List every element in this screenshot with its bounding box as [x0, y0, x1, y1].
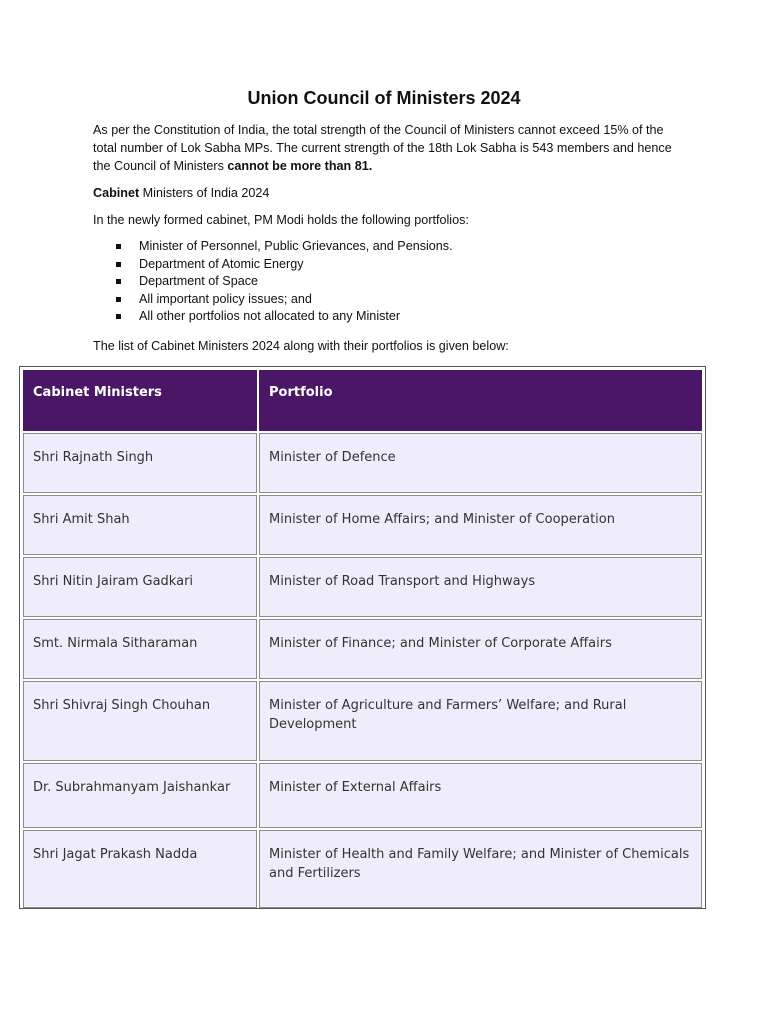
table-row [23, 433, 702, 493]
portfolio-cell: Minister of Road Transport and Highways [259, 557, 702, 617]
list-item: All other portfolios not allocated to any Minister [116, 308, 453, 326]
table-row [23, 681, 702, 761]
portfolio-cell: Minister of Finance; and Minister of Corporate Affairs [259, 619, 702, 679]
square-bullet-icon [116, 279, 121, 284]
list-item: All important policy issues; and [116, 291, 453, 309]
cabinet-heading-rest: Ministers of India 2024 [139, 186, 270, 200]
table-row [23, 495, 702, 555]
modi-portfolio-intro: In the newly formed cabinet, PM Modi holds the following portfolios: [93, 213, 469, 227]
portfolio-cell: Minister of External Affairs [259, 763, 702, 828]
minister-cell: Shri Jagat Prakash Nadda [23, 830, 257, 908]
minister-cell: Dr. Subrahmanyam Jaishankar [23, 763, 257, 828]
intro-paragraph [93, 121, 683, 175]
square-bullet-icon [116, 244, 121, 249]
table-intro: The list of Cabinet Ministers 2024 along with their portfolios is given below: [93, 339, 509, 353]
header-cabinet-ministers: Cabinet Ministers [23, 370, 257, 431]
minister-cell: Shri Nitin Jairam Gadkari [23, 557, 257, 617]
table-row [23, 830, 702, 908]
list-item: Department of Space [116, 273, 453, 291]
minister-cell: Shri Shivraj Singh Chouhan [23, 681, 257, 761]
list-item: Minister of Personnel, Public Grievances, and Pensions. [116, 238, 453, 256]
portfolio-cell: Minister of Defence [259, 433, 702, 493]
header-portfolio: Portfolio [259, 370, 702, 431]
table-header-row [23, 370, 702, 431]
table-row [23, 763, 702, 828]
intro-bold-text: cannot be more than 81. [227, 159, 373, 173]
minister-cell: Shri Rajnath Singh [23, 433, 257, 493]
portfolio-cell: Minister of Agriculture and Farmers’ Welfare; and Rural Development [259, 681, 702, 761]
ministers-table-frame [19, 366, 706, 909]
list-item: Department of Atomic Energy [116, 256, 453, 274]
minister-cell: Smt. Nirmala Sitharaman [23, 619, 257, 679]
square-bullet-icon [116, 262, 121, 267]
cabinet-heading-bold: Cabinet [93, 186, 140, 200]
cabinet-heading [93, 184, 269, 202]
square-bullet-icon [116, 297, 121, 302]
modi-portfolio-list [116, 238, 453, 326]
intro-text: As per the Constitution of India, the total strength of the Council of Ministers cannot exceed 15% of the total number of Lok Sabha MPs. The current strength of the 18th Lok Sabha is 543 members and hence the Council of Ministers [93, 123, 672, 173]
table-row [23, 619, 702, 679]
portfolio-cell: Minister of Home Affairs; and Minister of Cooperation [259, 495, 702, 555]
square-bullet-icon [116, 314, 121, 319]
minister-cell: Shri Amit Shah [23, 495, 257, 555]
ministers-table [21, 368, 704, 910]
page-title: Union Council of Ministers 2024 [247, 88, 521, 108]
table-row [23, 557, 702, 617]
portfolio-cell: Minister of Health and Family Welfare; and Minister of Chemicals and Fertilizers [259, 830, 702, 908]
